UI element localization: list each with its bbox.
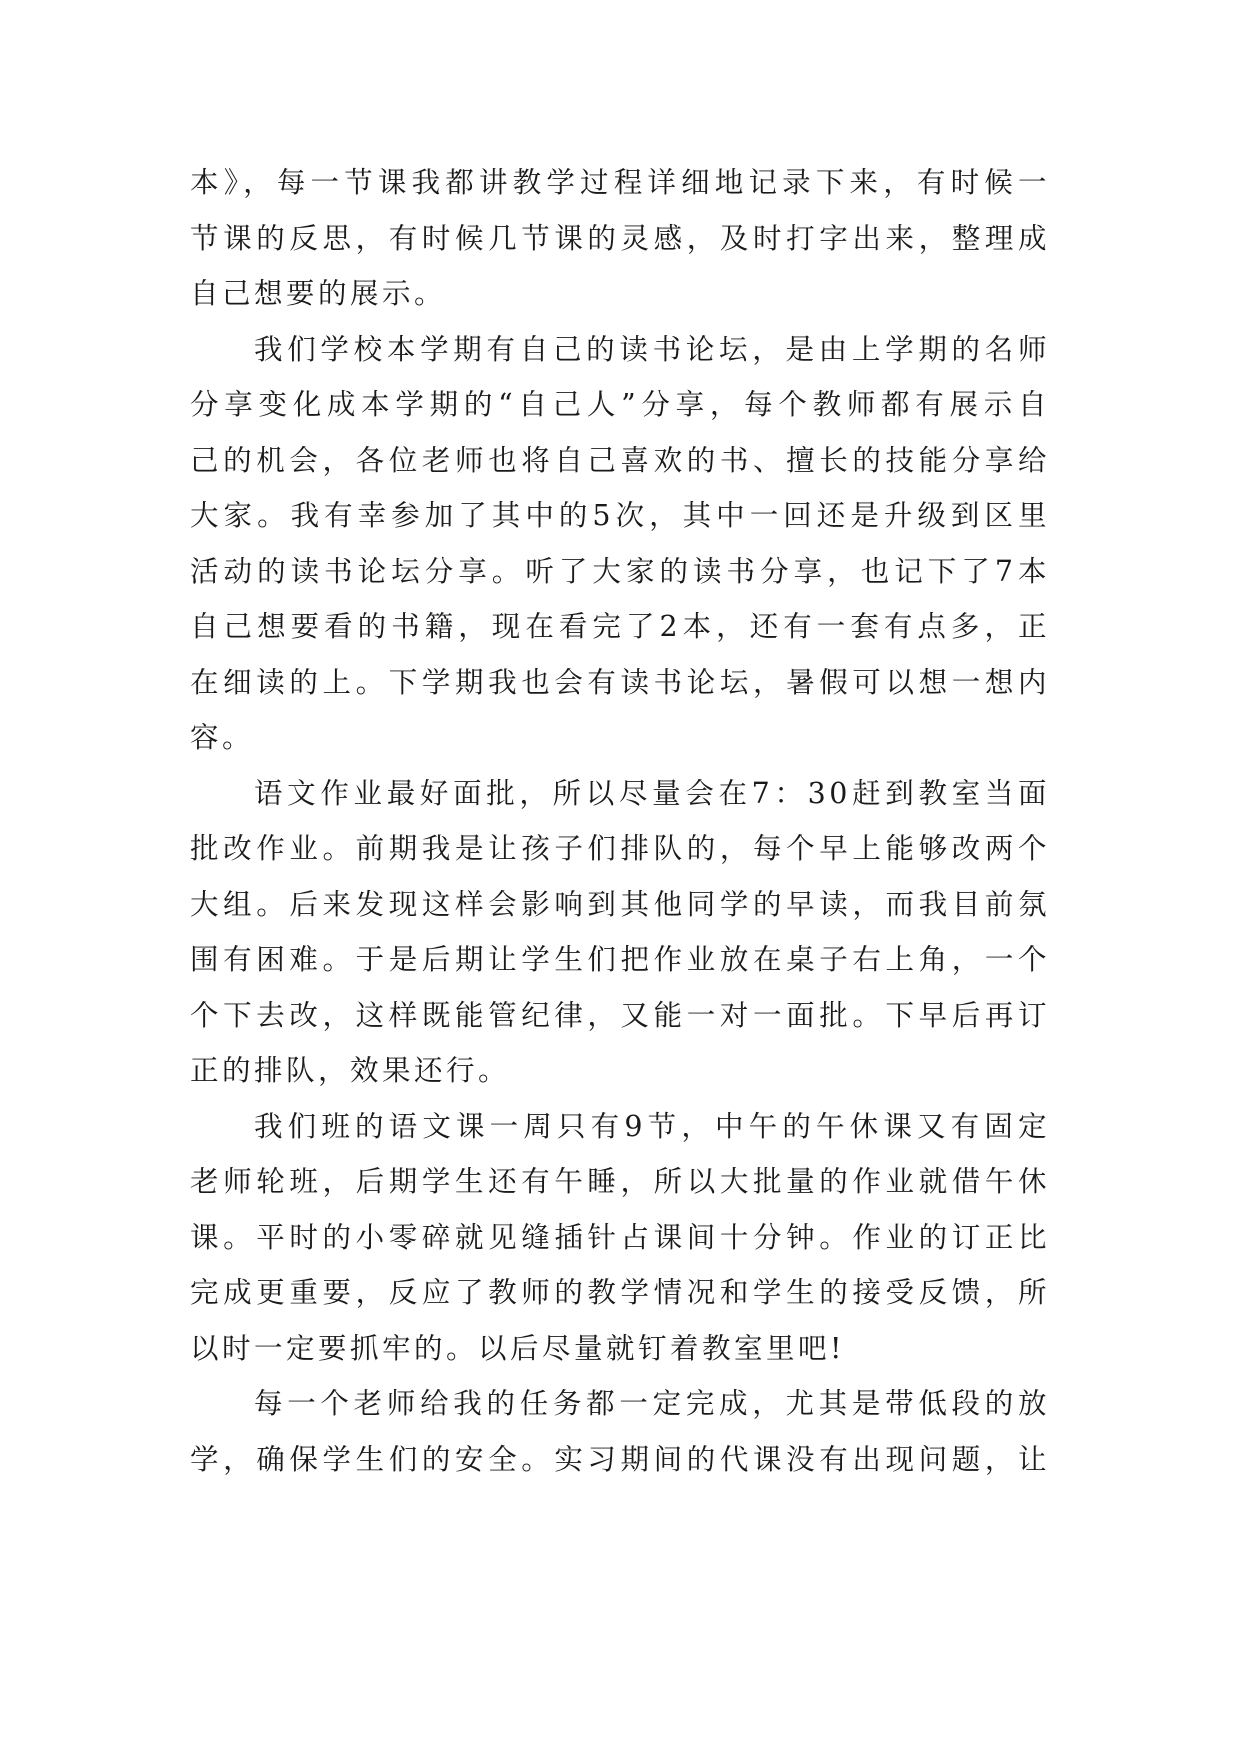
text-line: 容。	[190, 721, 255, 754]
text-line: 课。平时的小零碎就见缝插针占课间十分钟。作业的订正比	[190, 1220, 1050, 1254]
text-line: 个下去改，这样既能管纪律，又能一对一面批。下早后再订	[190, 998, 1050, 1032]
text-line: 自己想要看的书籍，现在看完了2本，还有一套有点多，正	[190, 610, 1050, 643]
text-line: 我们班的语文课一周只有9节，中午的午休课又有固定	[254, 1109, 1050, 1143]
text-line: 己的机会，各位老师也将自己喜欢的书、擅长的技能分享给	[190, 443, 1050, 477]
text-line: 正的排队，效果还行。	[190, 1054, 511, 1087]
text-line: 自己想要的展示。	[190, 277, 447, 310]
text-line: 本》，每一节课我都讲教学过程详细地记录下来，有时候一	[190, 166, 1050, 199]
text-line: 分享变化成本学期的“自己人”分享，每个教师都有展示自	[190, 388, 1050, 421]
paragraph-5	[190, 1376, 1050, 1487]
text-line: 以时一定要抓牢的。以后尽量就钉着教室里吧!	[190, 1331, 845, 1365]
paragraph-1	[190, 155, 1050, 322]
text-line: 大组。后来发现这样会影响到其他同学的早读，而我目前氛	[190, 887, 1050, 921]
text-line: 围有困难。于是后期让学生们把作业放在桌子右上角，一个	[190, 943, 1050, 976]
paragraph-2	[190, 322, 1050, 766]
text-line: 在细读的上。下学期我也会有读书论坛，暑假可以想一想内	[190, 665, 1050, 699]
text-line: 节课的反思，有时候几节课的灵感，及时打字出来，整理成	[190, 221, 1050, 255]
paragraph-3	[190, 766, 1050, 1099]
text-line: 语文作业最好面批，所以尽量会在7：30赶到教室当面	[254, 776, 1050, 810]
text-line: 我们学校本学期有自己的读书论坛，是由上学期的名师	[254, 332, 1050, 366]
text-line: 活动的读书论坛分享。听了大家的读书分享，也记下了7本	[190, 554, 1050, 588]
text-line: 大家。我有幸参加了其中的5次，其中一回还是升级到区里	[190, 499, 1050, 532]
text-line: 老师轮班，后期学生还有午睡，所以大批量的作业就借午休	[190, 1165, 1050, 1198]
text-line: 完成更重要，反应了教师的教学情况和学生的接受反馈，所	[190, 1276, 1050, 1309]
text-line: 学，确保学生们的安全。实习期间的代课没有出现问题，让	[190, 1442, 1050, 1476]
body-text	[190, 155, 1050, 1487]
text-line: 每一个老师给我的任务都一定完成，尤其是带低段的放	[254, 1387, 1050, 1420]
text-line: 批改作业。前期我是让孩子们排队的，每个早上能够改两个	[190, 832, 1050, 865]
paragraph-4	[190, 1099, 1050, 1377]
